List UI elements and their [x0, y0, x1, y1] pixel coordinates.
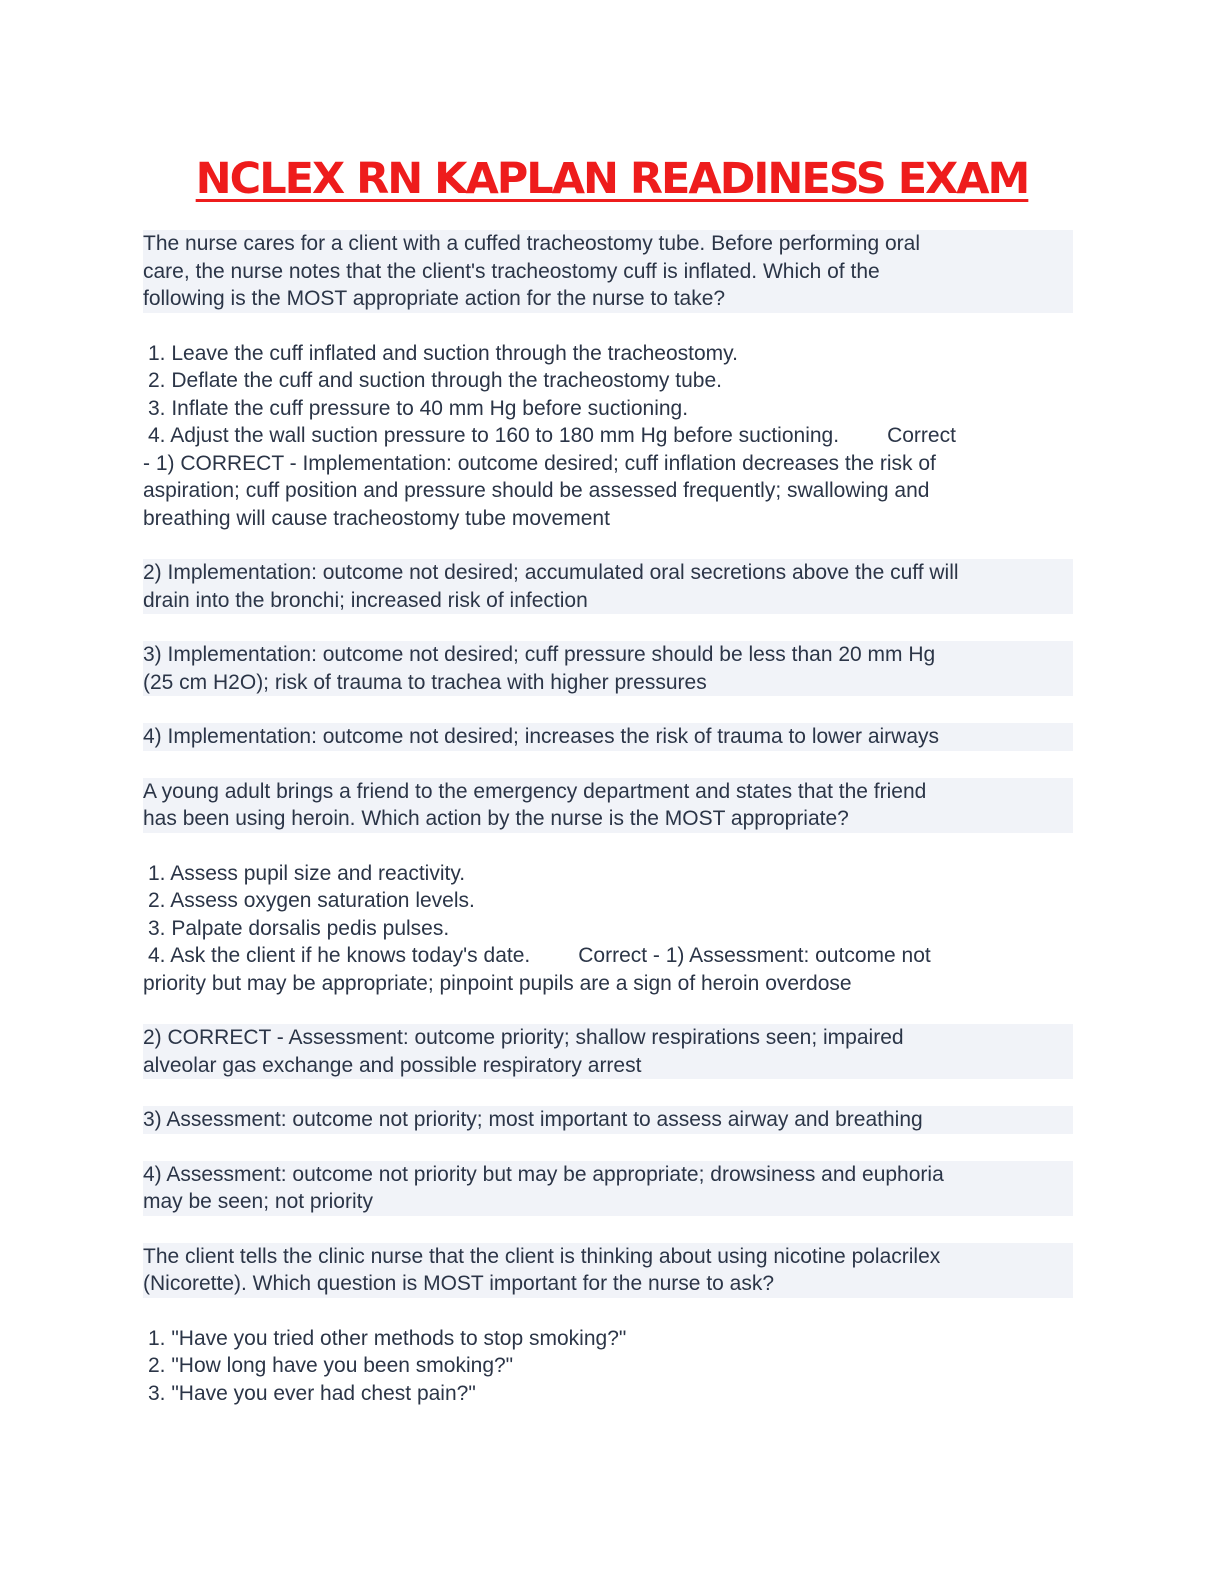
q1-rationale-3: [143, 641, 1073, 696]
stem-line: The nurse cares for a client with a cuffed tracheostomy tube. Before performing oral: [143, 230, 1073, 258]
stem-line: (Nicorette). Which question is MOST important for the nurse to ask?: [143, 1270, 1073, 1298]
option-item: 4. Adjust the wall suction pressure to 160 to 180 mm Hg before suctioning.: [148, 424, 840, 447]
option-item: 2. Deflate the cuff and suction through the tracheostomy tube.: [148, 369, 722, 392]
option-item-with-correct: [143, 422, 1073, 450]
rationale-line: (25 cm H2O); risk of trauma to trachea with higher pressures: [143, 669, 1073, 697]
option-item: 3. "Have you ever had chest pain?": [148, 1381, 476, 1405]
q1-options-and-rationale: [143, 340, 1073, 533]
rationale-line: 2) CORRECT - Assessment: outcome priority; shallow respirations seen; impaired: [143, 1024, 1073, 1052]
rationale-line: 4) Assessment: outcome not priority but may be appropriate; drowsiness and euphoria: [143, 1161, 1073, 1189]
document-title: NCLEX RN KAPLAN READINESS EXAM: [195, 154, 1029, 204]
correct-rationale-start: Correct - 1) Assessment: outcome not: [578, 944, 931, 967]
stem-line: has been using heroin. Which action by the nurse is the MOST appropriate?: [143, 805, 1073, 833]
document-body: [143, 230, 1073, 1434]
q3-options: [143, 1325, 1073, 1408]
option-item: 2. "How long have you been smoking?": [148, 1354, 514, 1377]
q1-rationale-4: [143, 723, 1073, 751]
rationale-line: may be seen; not priority: [143, 1188, 1073, 1216]
q1-rationale-2: [143, 559, 1073, 614]
q2-rationale-3: [143, 1106, 1073, 1134]
rationale-line: 2) Implementation: outcome not desired; accumulated oral secretions above the cuff will: [143, 559, 1073, 587]
rationale-line: aspiration; cuff position and pressure should be assessed frequently; swallowing and: [143, 479, 930, 502]
option-item: 1. "Have you tried other methods to stop smoking?": [148, 1326, 627, 1350]
option-item: 2. Assess oxygen saturation levels.: [148, 889, 475, 912]
rationale-line: 3) Assessment: outcome not priority; most important to assess airway and breathing: [143, 1106, 1073, 1134]
rationale-line: 4) Implementation: outcome not desired; increases the risk of trauma to lower airways: [143, 723, 1073, 751]
option-item-with-correct: [143, 942, 1073, 970]
stem-line: following is the MOST appropriate action for the nurse to take?: [143, 285, 1073, 313]
option-item: 1. Assess pupil size and reactivity.: [148, 861, 466, 885]
option-item: 3. Palpate dorsalis pedis pulses.: [148, 916, 450, 940]
rationale-line: 3) Implementation: outcome not desired; cuff pressure should be less than 20 mm Hg: [143, 641, 1073, 669]
option-item: 4. Ask the client if he knows today's date.: [148, 944, 531, 967]
option-item: 1. Leave the cuff inflated and suction through the tracheostomy.: [148, 341, 738, 365]
rationale-line: priority but may be appropriate; pinpoint pupils are a sign of heroin overdose: [143, 971, 852, 995]
q1-stem: [143, 230, 1073, 313]
rationale-line: breathing will cause tracheostomy tube movement: [143, 506, 610, 530]
option-item: 3. Inflate the cuff pressure to 40 mm Hg before suctioning.: [148, 396, 689, 420]
rationale-line: - 1) CORRECT - Implementation: outcome desired; cuff inflation decreases the risk of: [143, 451, 936, 475]
rationale-line: drain into the bronchi; increased risk of infection: [143, 587, 1073, 615]
q3-stem: [143, 1243, 1073, 1298]
q2-stem: [143, 778, 1073, 833]
correct-label: Correct: [887, 424, 956, 447]
stem-line: The client tells the clinic nurse that the client is thinking about using nicotine polacrilex: [143, 1243, 1073, 1271]
q2-options-and-rationale: [143, 860, 1073, 998]
q2-rationale-2: [143, 1024, 1073, 1079]
rationale-line: alveolar gas exchange and possible respiratory arrest: [143, 1052, 1073, 1080]
stem-line: A young adult brings a friend to the emergency department and states that the friend: [143, 778, 1073, 806]
stem-line: care, the nurse notes that the client's tracheostomy cuff is inflated. Which of the: [143, 258, 1073, 286]
q2-rationale-4: [143, 1161, 1073, 1216]
